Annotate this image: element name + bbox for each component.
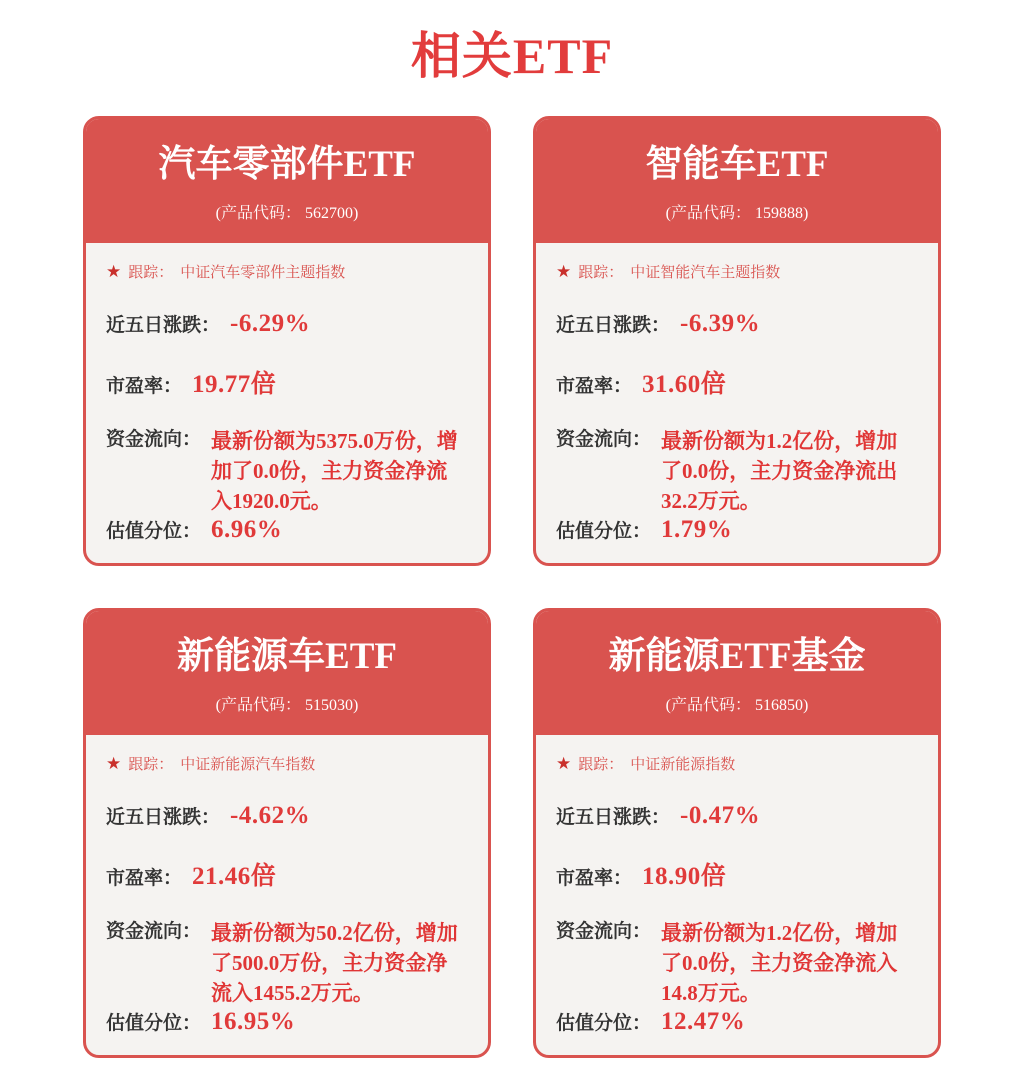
change-value: -6.39%: [680, 309, 761, 337]
card-product-code: (产品代码： 159888): [665, 204, 809, 222]
etf-card-grid: [0, 116, 1024, 1058]
flow-row: [106, 426, 468, 516]
change-label: 近五日涨跌：: [106, 314, 221, 336]
pe-row: [106, 364, 468, 400]
track-label: 跟踪：: [578, 755, 624, 773]
flow-value: 最新份额为50.2亿份，增加了500.0万份，主力资金净流入1455.2万元。: [211, 920, 458, 1005]
flow-value: 最新份额为1.2亿份，增加了0.0份，主力资金净流出32.2万元。: [661, 428, 898, 513]
track-index: 中证智能汽车主题指数: [630, 263, 781, 281]
etf-card-nev: [83, 608, 491, 1058]
pe-value: 18.90倍: [642, 862, 727, 890]
pe-value: 31.60倍: [642, 370, 727, 398]
track-index: 中证新能源汽车指数: [180, 755, 316, 773]
flow-label: 资金流向：: [106, 920, 202, 942]
track-line: [556, 753, 918, 774]
valuation-label: 估值分位：: [556, 1012, 652, 1034]
star-icon: ★: [106, 261, 122, 281]
flow-row: [106, 918, 468, 1008]
flow-row: [556, 918, 918, 1008]
card-title: 汽车零部件ETF: [158, 144, 416, 185]
track-label: 跟踪：: [578, 263, 624, 281]
change-value: -6.29%: [230, 309, 311, 337]
track-line: [106, 753, 468, 774]
valuation-row: [106, 1008, 468, 1036]
track-line: [556, 261, 918, 282]
track-label: 跟踪：: [128, 755, 174, 773]
etf-card-auto-parts: [83, 116, 491, 566]
valuation-label: 估值分位：: [106, 1012, 202, 1034]
pe-label: 市盈率：: [556, 867, 633, 889]
valuation-row: [556, 516, 918, 544]
pe-label: 市盈率：: [106, 375, 183, 397]
change-value: -4.62%: [230, 801, 311, 829]
card-body: [536, 243, 938, 566]
valuation-value: 12.47%: [661, 1007, 746, 1035]
star-icon: ★: [556, 261, 572, 281]
valuation-value: 6.96%: [211, 515, 283, 543]
etf-card-smart-car: [533, 116, 941, 566]
card-title: 智能车ETF: [645, 144, 829, 185]
change-row: [106, 802, 468, 830]
change-value: -0.47%: [680, 801, 761, 829]
pe-label: 市盈率：: [556, 375, 633, 397]
card-header: [86, 611, 488, 735]
pe-value: 19.77倍: [192, 370, 277, 398]
valuation-value: 1.79%: [661, 515, 733, 543]
star-icon: ★: [556, 753, 572, 773]
pe-row: [556, 364, 918, 400]
track-label: 跟踪：: [128, 263, 174, 281]
change-row: [556, 310, 918, 338]
change-label: 近五日涨跌：: [556, 314, 671, 336]
valuation-label: 估值分位：: [556, 520, 652, 542]
change-label: 近五日涨跌：: [106, 806, 221, 828]
card-header: [536, 119, 938, 243]
flow-row: [556, 426, 918, 516]
valuation-value: 16.95%: [211, 1007, 296, 1035]
card-product-code: (产品代码： 515030): [215, 696, 359, 714]
track-index: 中证新能源指数: [630, 755, 736, 773]
valuation-row: [556, 1008, 918, 1036]
pe-row: [556, 856, 918, 892]
card-product-code: (产品代码： 516850): [665, 696, 809, 714]
flow-value: 最新份额为5375.0万份，增加了0.0份，主力资金净流入1920.0元。: [211, 428, 458, 513]
flow-label: 资金流向：: [556, 920, 652, 942]
card-product-code: (产品代码： 562700): [215, 204, 359, 222]
pe-label: 市盈率：: [106, 867, 183, 889]
track-line: [106, 261, 468, 282]
track-index: 中证汽车零部件主题指数: [180, 263, 346, 281]
card-body: [536, 735, 938, 1058]
change-row: [106, 310, 468, 338]
valuation-row: [106, 516, 468, 544]
change-row: [556, 802, 918, 830]
card-body: [86, 735, 488, 1058]
flow-label: 资金流向：: [106, 428, 202, 450]
star-icon: ★: [106, 753, 122, 773]
etf-card-new-energy-fund: [533, 608, 941, 1058]
card-title: 新能源车ETF: [177, 636, 397, 677]
page-title: 相关ETF: [410, 28, 614, 84]
card-header: [86, 119, 488, 243]
card-header: [536, 611, 938, 735]
pe-value: 21.46倍: [192, 862, 277, 890]
valuation-label: 估值分位：: [106, 520, 202, 542]
card-title: 新能源ETF基金: [608, 636, 866, 677]
change-label: 近五日涨跌：: [556, 806, 671, 828]
flow-label: 资金流向：: [556, 428, 652, 450]
flow-value: 最新份额为1.2亿份，增加了0.0份，主力资金净流入14.8万元。: [661, 920, 898, 1005]
card-body: [86, 243, 488, 566]
pe-row: [106, 856, 468, 892]
